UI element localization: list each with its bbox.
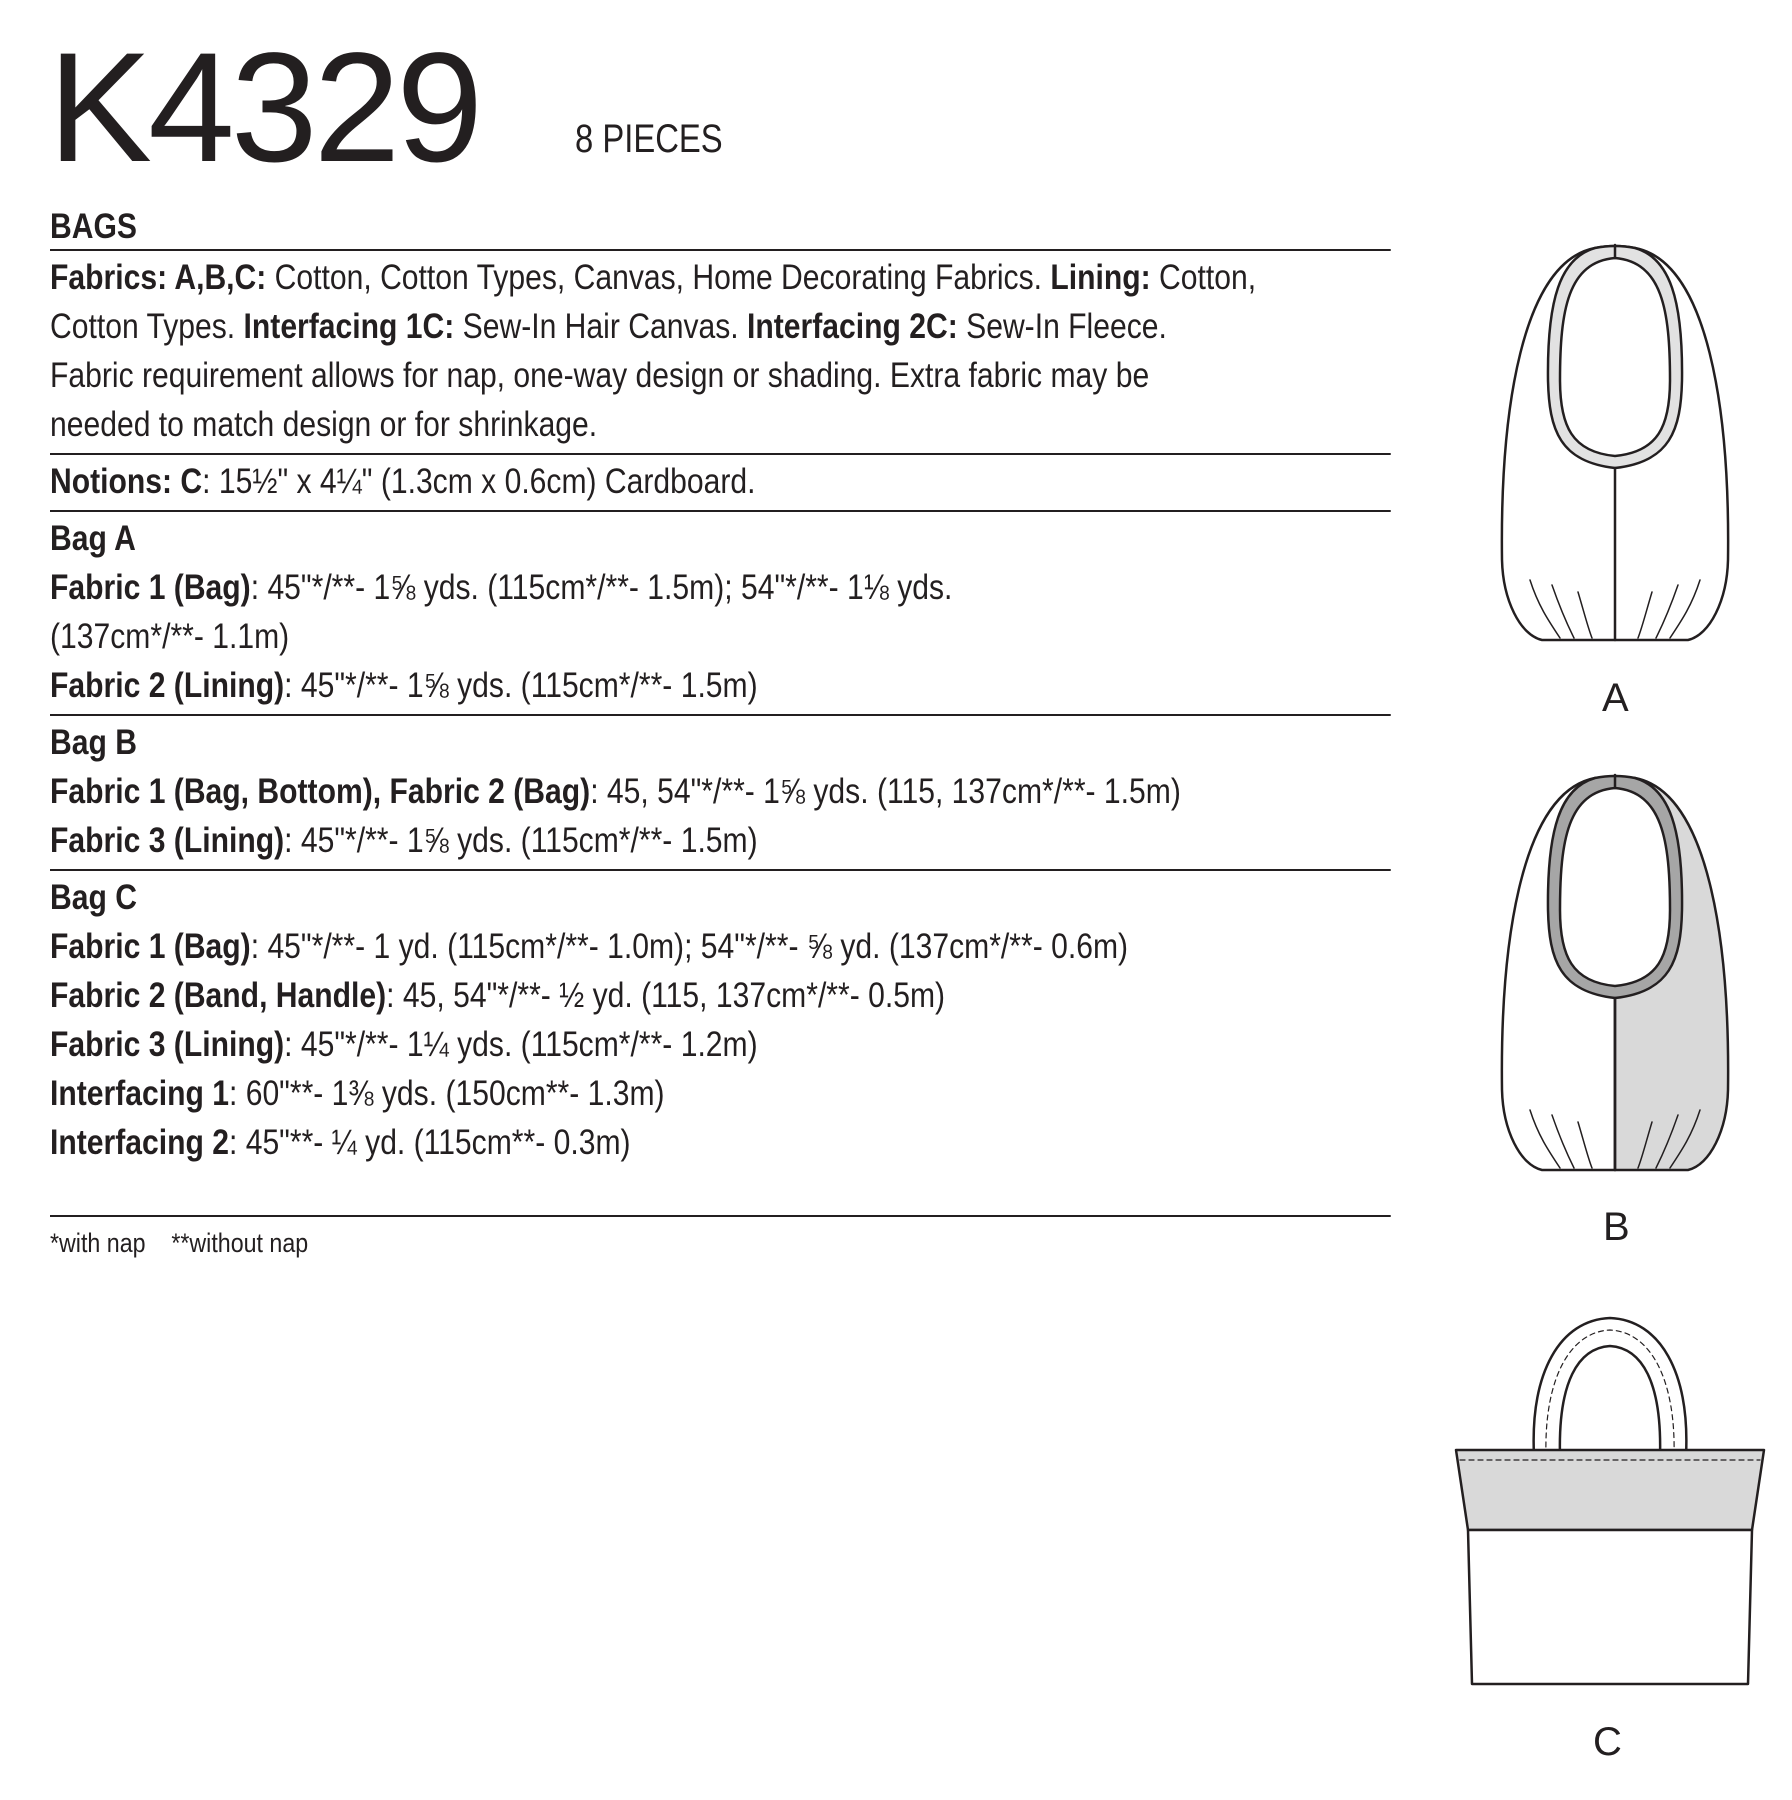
row-text: : 45, 54"*/**- ½ yd. (115, 137cm*/**- 0.5m)	[386, 976, 946, 1015]
row-text: (137cm*/**- 1.1m)	[50, 617, 290, 656]
bag-c-title: Bag C	[50, 878, 137, 917]
bag-a-row	[50, 612, 1391, 661]
row-label: Interfacing 2	[50, 1123, 229, 1162]
fabrics-line-3: Fabric requirement allows for nap, one-way design or shading. Extra fabric may be	[50, 356, 1150, 395]
fabrics-line-2	[50, 302, 1391, 351]
row-text: : 45"*/**- 1⅝ yds. (115cm*/**- 1.5m)	[284, 821, 758, 860]
bag-a-row	[50, 563, 1391, 612]
row-label: Fabric 1 (Bag, Bottom), Fabric 2 (Bag)	[50, 772, 591, 811]
bag-b-row	[50, 767, 1391, 816]
row-label: Fabric 1 (Bag)	[50, 568, 251, 607]
pattern-number: K4329	[48, 21, 480, 195]
bag-b-opening	[1560, 788, 1670, 986]
interfacing-2c-text: Sew-In Fleece.	[957, 307, 1167, 346]
bag-c-band	[1456, 1450, 1764, 1530]
bag-b-row	[50, 816, 1391, 865]
view-b-illustration	[1470, 770, 1760, 1190]
row-label: Fabric 2 (Band, Handle)	[50, 976, 387, 1015]
row-text: : 45"*/**- 1¼ yds. (115cm*/**- 1.2m)	[284, 1025, 758, 1064]
bag-a-opening	[1560, 258, 1670, 456]
notions-label: Notions: C	[50, 462, 203, 501]
bag-c-row	[50, 1118, 1391, 1167]
row-text: : 60"**- 1⅜ yds. (150cm**- 1.3m)	[228, 1074, 665, 1113]
bag-c-row	[50, 1020, 1391, 1069]
row-text: : 45"*/**- 1⅝ yds. (115cm*/**- 1.5m)	[284, 666, 758, 705]
view-a-illustration	[1470, 240, 1760, 660]
lining-label: Lining:	[1050, 258, 1151, 297]
row-text: : 45"**- ¼ yd. (115cm**- 0.3m)	[228, 1123, 631, 1162]
fabrics-line-1	[50, 253, 1391, 302]
notions-line	[50, 457, 1391, 506]
footnote-with-nap: *with nap	[50, 1228, 146, 1258]
notions-section	[50, 455, 1391, 510]
fabrics-section	[50, 251, 1391, 453]
interfacing-1c-label: Interfacing 1C:	[243, 307, 455, 346]
bag-a-row	[50, 661, 1391, 710]
requirements-column	[50, 205, 1394, 1288]
view-c-illustration	[1450, 1312, 1770, 1702]
interfacing-1c-text: Sew-In Hair Canvas.	[454, 307, 748, 346]
fabrics-line-2-start: Cotton Types.	[50, 307, 244, 346]
row-text: : 45"*/**- 1⅝ yds. (115cm*/**- 1.5m); 54"*/**- 1⅛ yds.	[250, 568, 953, 607]
fabrics-line-4: needed to match design or for shrinkage.	[50, 405, 598, 444]
row-text: : 45"*/**- 1 yd. (115cm*/**- 1.0m); 54"*/**- ⅝ yd. (137cm*/**- 0.6m)	[250, 927, 1129, 966]
bag-c-row	[50, 971, 1391, 1020]
view-a-label: A	[1602, 676, 1629, 720]
row-label: Interfacing 1	[50, 1074, 229, 1113]
category-title: BAGS	[50, 207, 137, 246]
view-c-label: C	[1593, 1720, 1622, 1764]
row-label: Fabric 3 (Lining)	[50, 821, 285, 860]
row-label: Fabric 3 (Lining)	[50, 1025, 285, 1064]
piece-count: 8 PIECES	[575, 117, 723, 161]
bag-a-section	[50, 512, 1391, 714]
footnote-without-nap: **without nap	[171, 1228, 309, 1258]
bag-c-section	[50, 871, 1391, 1215]
interfacing-2c-label: Interfacing 2C:	[747, 307, 958, 346]
requirements-body	[50, 205, 1391, 1261]
bag-b-section	[50, 716, 1391, 869]
bag-c-row	[50, 922, 1391, 971]
bag-c-row	[50, 1069, 1391, 1118]
fabrics-label: Fabrics: A,B,C:	[50, 258, 267, 297]
row-label: Fabric 1 (Bag)	[50, 927, 251, 966]
footnotes	[50, 1225, 1391, 1261]
notions-text: : 15½" x 4¼" (1.3cm x 0.6cm) Cardboard.	[202, 462, 756, 501]
lining-text: Cotton,	[1150, 258, 1257, 297]
bag-c-handle	[1534, 1318, 1687, 1456]
view-b-label: B	[1603, 1205, 1630, 1249]
divider	[50, 1215, 1391, 1217]
fabrics-text: Cotton, Cotton Types, Canvas, Home Decorating Fabrics.	[266, 258, 1051, 297]
row-label: Fabric 2 (Lining)	[50, 666, 285, 705]
bag-c-body	[1468, 1530, 1752, 1684]
bag-a-title: Bag A	[50, 519, 136, 558]
row-text: : 45, 54"*/**- 1⅝ yds. (115, 137cm*/**- 1.5m)	[590, 772, 1181, 811]
bag-b-title: Bag B	[50, 723, 137, 762]
